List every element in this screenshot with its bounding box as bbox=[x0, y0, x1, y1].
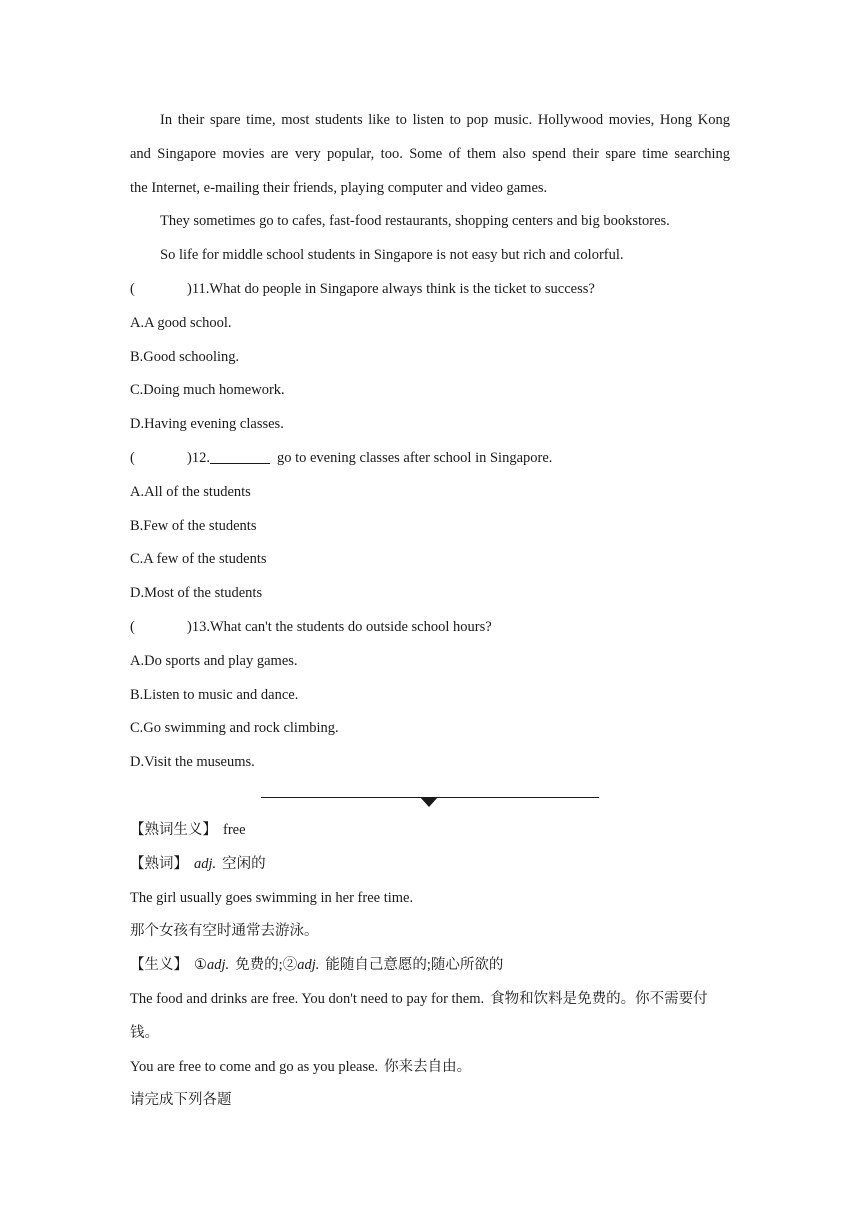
option-a: A.All of the students bbox=[130, 483, 251, 500]
option-a: A.A good school. bbox=[130, 314, 232, 331]
option-a: A.Do sports and play games. bbox=[130, 652, 298, 669]
example-sentence-en: The girl usually goes swimming in her free time. bbox=[130, 889, 414, 906]
option-c: C.A few of the students bbox=[130, 551, 267, 568]
answer-bracket[interactable]: ( bbox=[130, 618, 135, 635]
question-stem: 13.What can't the students do outside school hours? bbox=[191, 618, 492, 635]
option-d: D.Most of the students bbox=[130, 585, 263, 602]
option-c: C.Doing much homework. bbox=[130, 382, 285, 399]
triangle-down-icon bbox=[420, 797, 438, 807]
example-sentence-zh: 那个女孩有空时通常去游泳。 bbox=[130, 923, 319, 940]
example-sentence: The food and drinks are free. You don't need to pay for them. 食物和饮料是免费的。你不需要付 bbox=[130, 990, 708, 1007]
familiar-meaning: 【熟词】 adj. 空闲的 bbox=[130, 855, 266, 872]
option-d: D.Visit the museums. bbox=[130, 754, 255, 771]
option-d: D.Having evening classes. bbox=[130, 416, 284, 433]
vocab-heading: 【熟词生义】 free bbox=[130, 821, 246, 838]
section-divider bbox=[130, 780, 730, 814]
answer-bracket[interactable]: ( bbox=[130, 449, 135, 466]
example-sentence-continued: 钱。 bbox=[130, 1024, 159, 1041]
passage-line: and Singapore movies are very popular, too. Some of them also spend their spare time searching bbox=[130, 145, 730, 162]
option-c: C.Go swimming and rock climbing. bbox=[130, 720, 339, 737]
option-b: B.Few of the students bbox=[130, 517, 257, 534]
new-meaning: 【生义】 ①adj. 免费的;②adj. 能随自己意愿的;随心所欲的 bbox=[130, 957, 504, 974]
instruction-text: 请完成下列各题 bbox=[130, 1092, 232, 1109]
question-12: ( )12. go to evening classes after school in Singapore. bbox=[130, 442, 730, 476]
passage-line: In their spare time, most students like to listen to pop music. Hollywood movies, Hong Kong bbox=[160, 112, 730, 128]
question-11: ( )11.What do people in Singapore always think is the ticket to success? bbox=[130, 273, 730, 307]
question-13: ( )13.What can't the students do outside school hours? bbox=[130, 611, 730, 645]
option-b: B.Listen to music and dance. bbox=[130, 686, 299, 703]
answer-bracket[interactable]: ( bbox=[130, 280, 135, 297]
document-page bbox=[130, 104, 730, 1118]
option-b: B.Good schooling. bbox=[130, 348, 240, 365]
fill-in-blank[interactable] bbox=[210, 449, 270, 464]
question-stem: 11.What do people in Singapore always think is the ticket to success? bbox=[191, 280, 595, 297]
passage-line: the Internet, e-mailing their friends, playing computer and video games. bbox=[130, 179, 548, 196]
example-sentence: You are free to come and go as you please. 你来去自由。 bbox=[130, 1058, 472, 1075]
passage-paragraph: They sometimes go to cafes, fast-food restaurants, shopping centers and big bookstores. bbox=[160, 213, 670, 230]
passage-paragraph: So life for middle school students in Singapore is not easy but rich and colorful. bbox=[160, 247, 624, 264]
